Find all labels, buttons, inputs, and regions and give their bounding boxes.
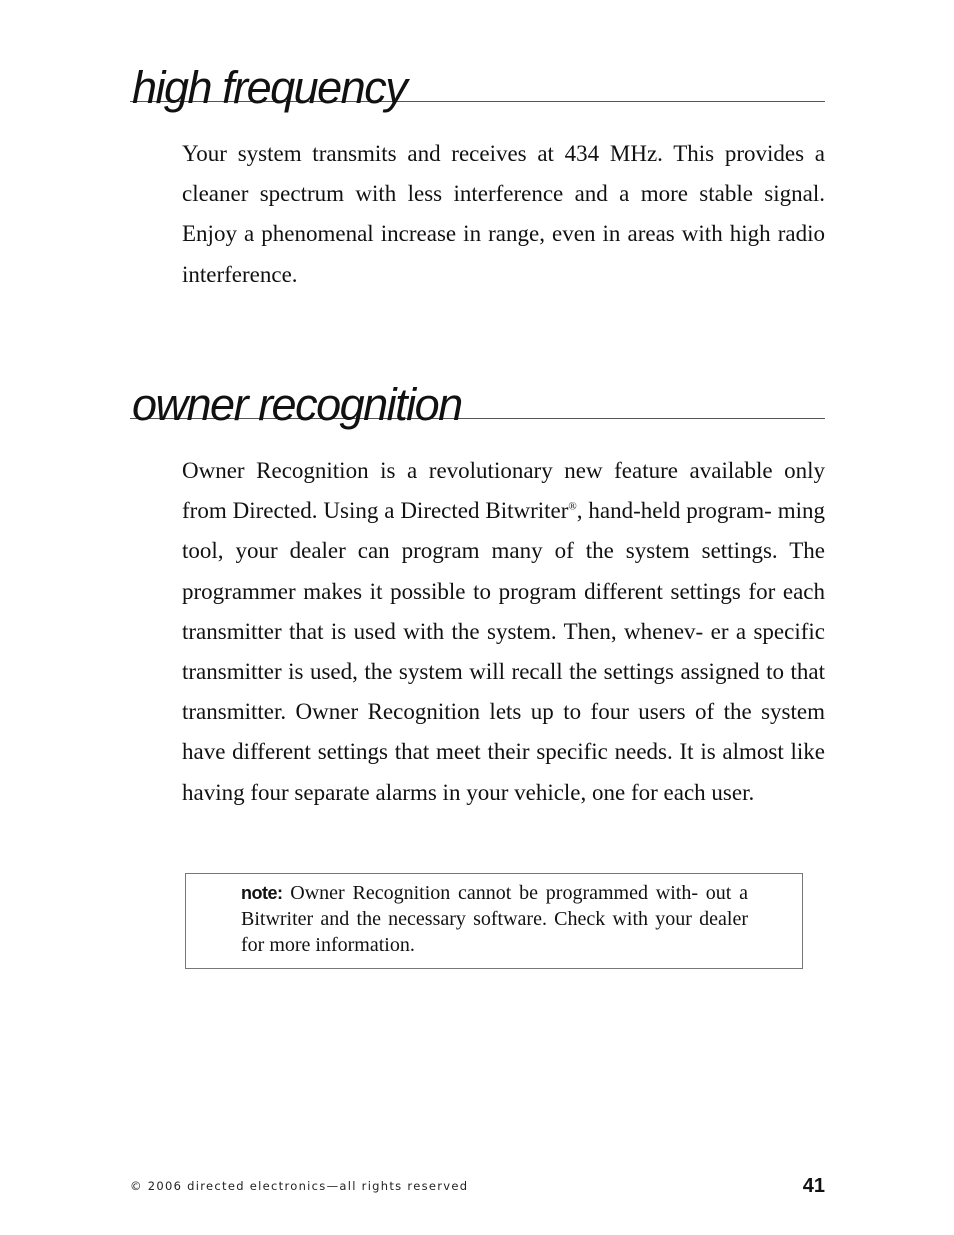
section-heading-owner-recognition bbox=[130, 370, 825, 430]
paragraph-high-frequency: Your system transmits and receives at 434 MHz. This provides a cleaner spectrum with less interference and a more stable signal. Enjoy a phenomenal increase in range, even in areas with high radio interference. bbox=[182, 141, 825, 287]
heading-text: high frequency bbox=[132, 62, 407, 113]
footer-copyright: © 2006 directed electronics—all rights reserved bbox=[130, 1179, 469, 1193]
note-box bbox=[185, 873, 803, 969]
paragraph-owner-recognition bbox=[182, 451, 825, 813]
note-label: note: bbox=[241, 883, 283, 903]
note-body: Owner Recognition cannot be programmed with- out a Bitwriter and the necessary software. Check with your dealer for more information. bbox=[241, 882, 748, 956]
page-number: 41 bbox=[802, 1175, 825, 1197]
section-heading-high-frequency bbox=[130, 53, 825, 113]
paragraph-text-part-1: Owner Recognition is a revolutionary new feature available only from Directed. Using a Directed Bitwriter bbox=[182, 458, 825, 524]
note-text bbox=[241, 880, 748, 958]
paragraph-text-part-2: , hand-held program- ming tool, your dealer can program many of the system settings. The programmer makes it possible to program different settings for each transmitter that is used with the system. Then, whenev- er a specific transmitter is used, the system will recall the settings assigned to that transmitter. Owner Recognition lets up to four users of the system have different settings that meet their specific needs. It is almost like having four separate alarms in your vehicle, one for each user. bbox=[182, 498, 825, 805]
heading-text: owner recognition bbox=[132, 379, 462, 430]
registered-trademark-mark: ® bbox=[568, 500, 577, 513]
